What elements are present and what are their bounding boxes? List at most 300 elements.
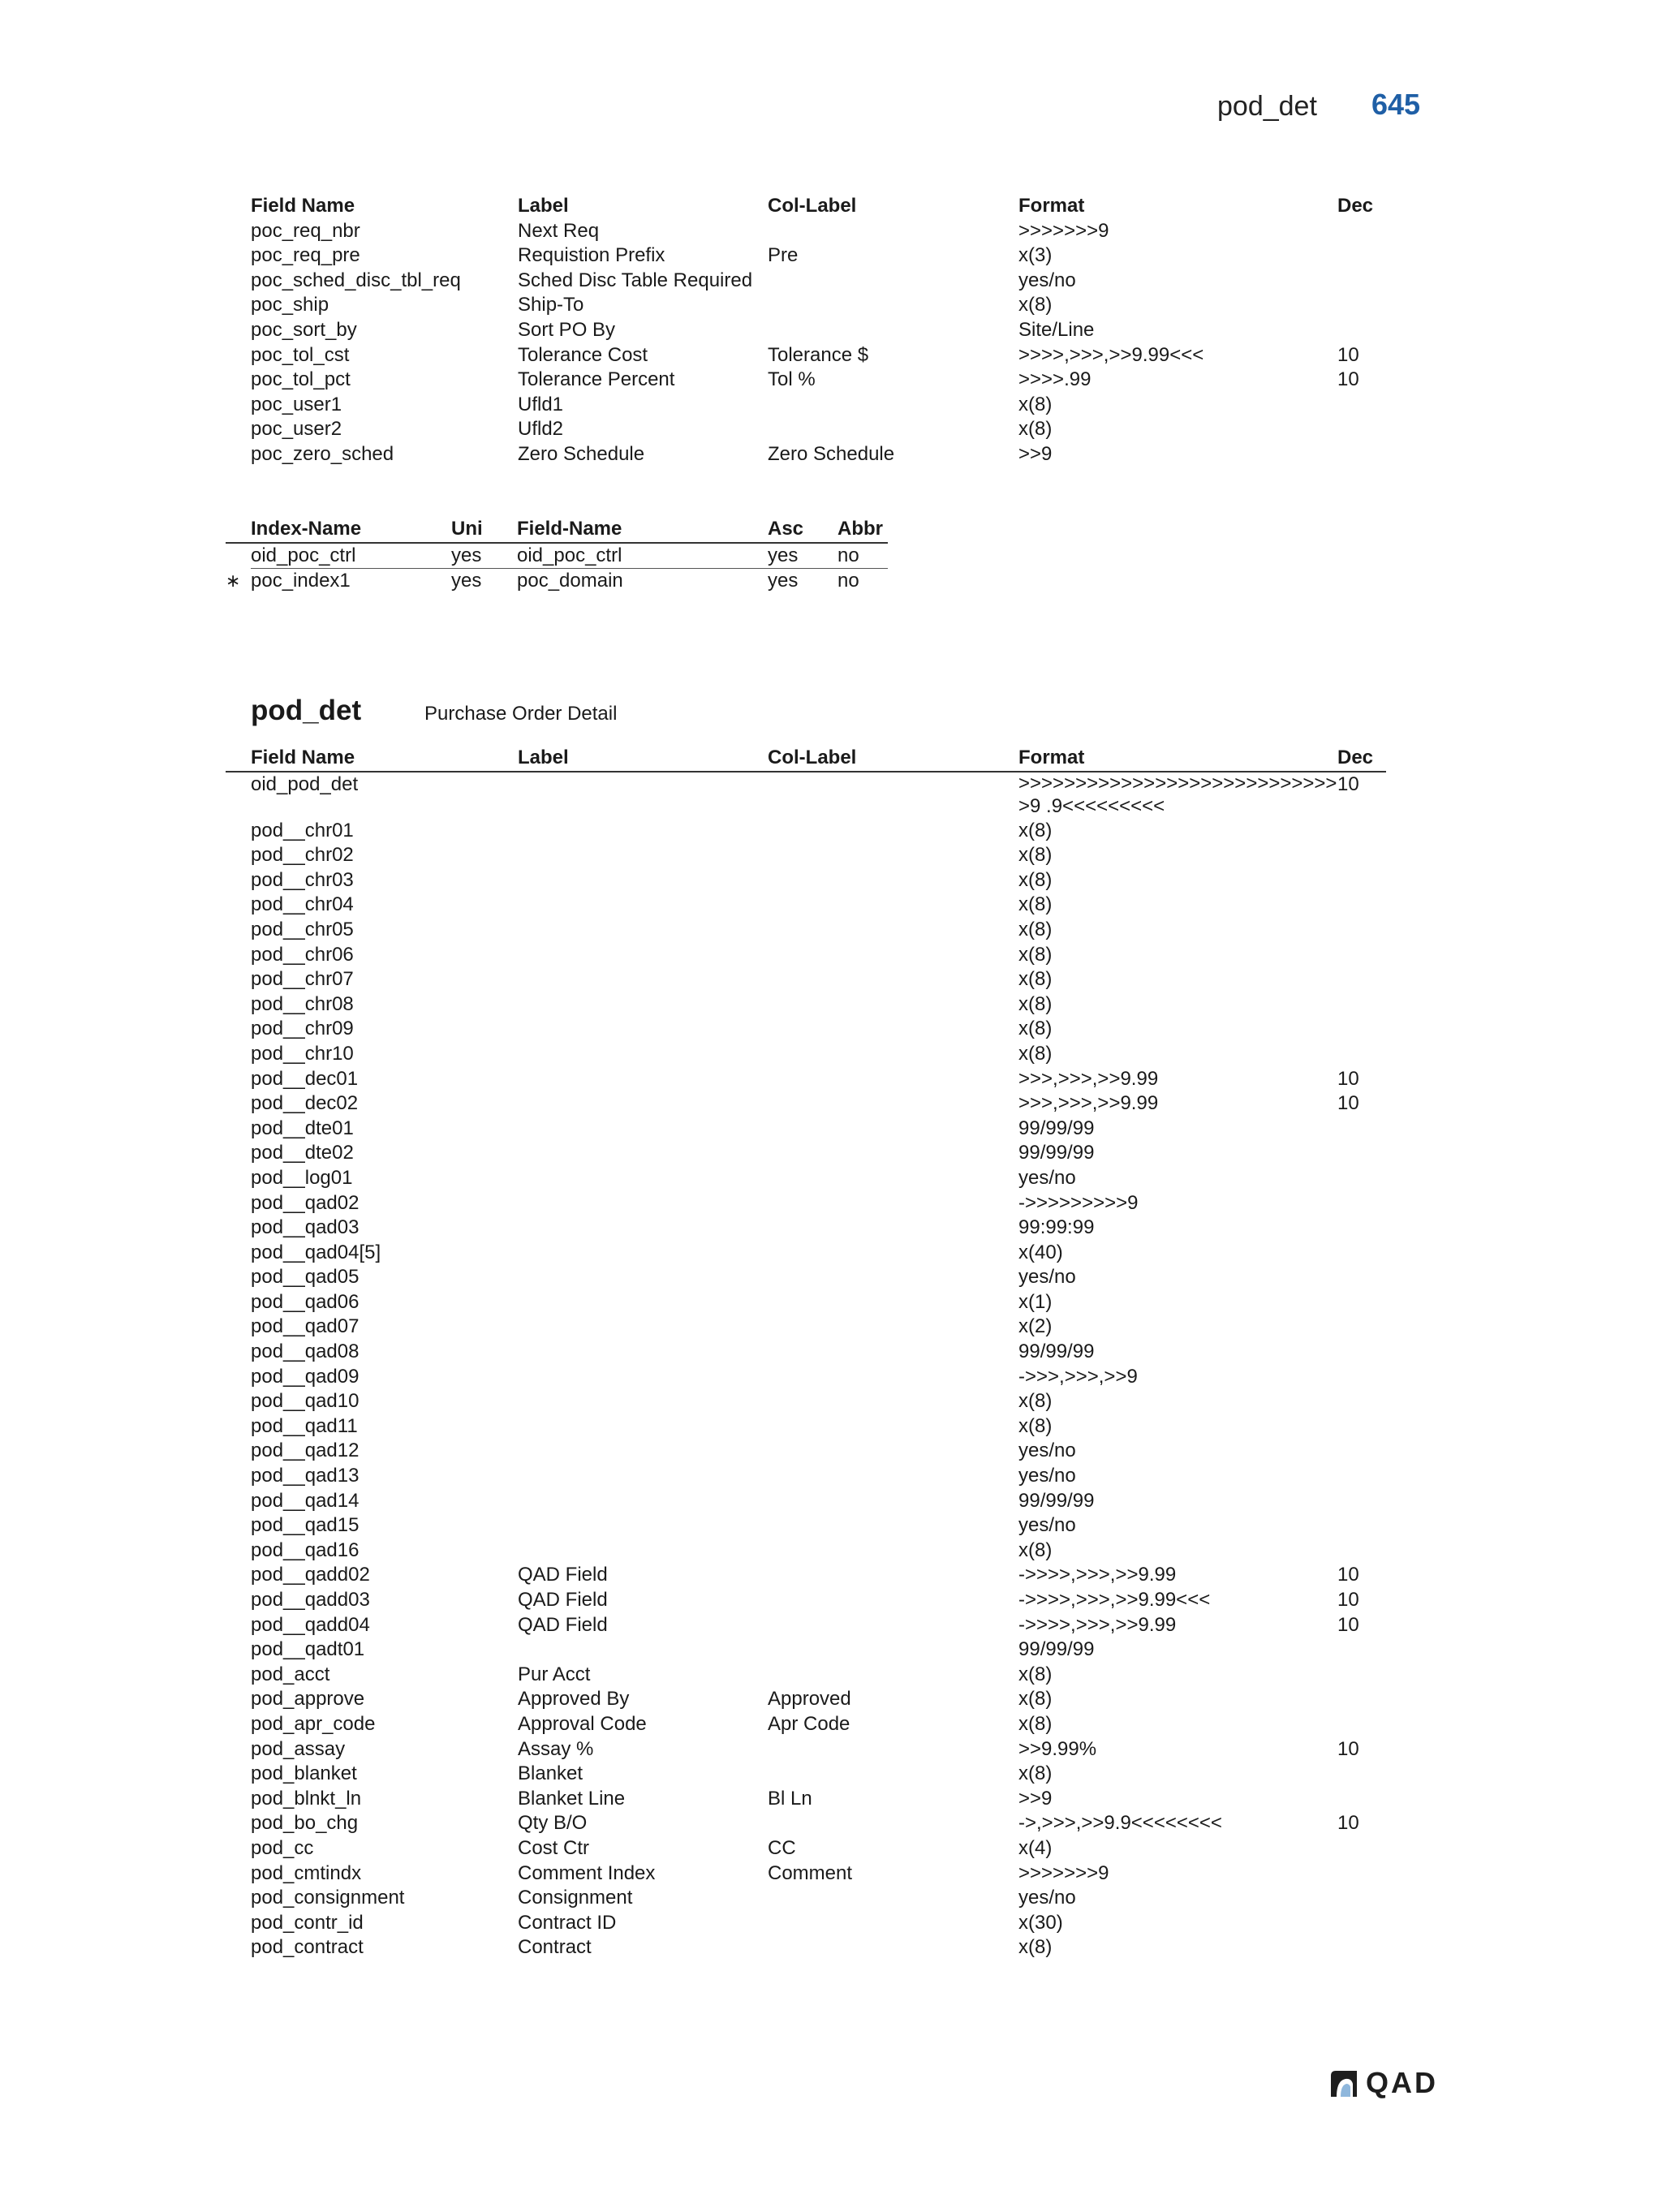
field-label <box>518 1017 768 1042</box>
field-name: pod_contract <box>251 1936 364 1959</box>
row-spacer <box>226 868 251 893</box>
field-col-label <box>768 893 1018 918</box>
field-name: poc_req_nbr <box>251 219 360 242</box>
field-label <box>518 1489 768 1514</box>
index-abbreviated: no <box>837 570 859 592</box>
primary-index-mark: ∗ <box>226 570 241 591</box>
field-format: x(8) <box>1018 393 1053 415</box>
field-label <box>518 1539 768 1564</box>
field-format: 99/99/99 <box>1018 1142 1095 1164</box>
table-row <box>226 1762 1386 1787</box>
qad-logo <box>1328 2068 1450 2100</box>
field-dec <box>1337 442 1386 467</box>
field-col-label <box>768 1811 1018 1836</box>
table-row <box>251 269 1386 294</box>
row-spacer <box>226 1166 251 1191</box>
field-dec <box>1337 1513 1386 1539</box>
row-spacer <box>226 1836 251 1861</box>
row-spacer <box>226 1464 251 1489</box>
index-row <box>226 543 888 569</box>
field-col-label <box>768 1414 1018 1440</box>
field-col-label <box>768 772 1018 819</box>
field-col-label: Tol % <box>768 368 816 391</box>
table-row <box>226 819 1386 844</box>
row-spacer <box>226 1414 251 1440</box>
field-col-label <box>768 1091 1018 1117</box>
table-row <box>226 1687 1386 1712</box>
index-header-field-name: Field-Name <box>517 517 768 543</box>
field-col-label <box>768 868 1018 893</box>
table-row <box>251 318 1386 343</box>
field-label <box>518 918 768 943</box>
field-col-label <box>768 1265 1018 1290</box>
row-spacer <box>226 1216 251 1241</box>
field-name: pod__chr07 <box>251 968 354 991</box>
field-dec: 10 <box>1337 1564 1359 1586</box>
table-row <box>226 1414 1386 1440</box>
row-spacer <box>226 918 251 943</box>
table-row <box>226 1489 1386 1514</box>
field-label: Pur Acct <box>518 1663 591 1685</box>
field-name: pod_blnkt_ln <box>251 1787 362 1810</box>
field-col-label <box>768 417 1018 442</box>
row-spacer <box>226 1091 251 1117</box>
field-label <box>518 1042 768 1067</box>
table-row <box>226 1389 1386 1414</box>
field-col-label <box>768 1762 1018 1787</box>
field-label: QAD Field <box>518 1564 608 1586</box>
section-description: Purchase Order Detail <box>424 703 618 725</box>
field-format: >>>,>>>,>>9.99 <box>1018 1067 1159 1090</box>
field-col-label: Approved <box>768 1688 851 1711</box>
field-format: x(8) <box>1018 893 1053 916</box>
row-spacer <box>226 1017 251 1042</box>
table-row <box>226 1513 1386 1539</box>
index-ascending: yes <box>768 570 799 592</box>
field-dec <box>1337 1414 1386 1440</box>
field-name: pod__dec02 <box>251 1092 359 1115</box>
field-format: 99/99/99 <box>1018 1341 1095 1363</box>
field-name: pod__log01 <box>251 1166 353 1189</box>
field-format: 99/99/99 <box>1018 1489 1095 1512</box>
field-col-label <box>768 1141 1018 1166</box>
field-name: pod__qad12 <box>251 1440 360 1462</box>
field-label: Approved By <box>518 1688 630 1711</box>
field-name: pod_approve <box>251 1688 365 1711</box>
page-header <box>1217 88 1428 128</box>
field-label <box>518 1414 768 1440</box>
row-spacer <box>226 772 251 819</box>
field-name: poc_user1 <box>251 393 342 415</box>
index-header-spacer <box>226 517 251 543</box>
field-col-label: Pre <box>768 244 799 267</box>
field-format: x(8) <box>1018 1042 1053 1065</box>
field-col-label <box>768 1613 1018 1638</box>
field-dec <box>1337 1365 1386 1390</box>
field-name: poc_sort_by <box>251 318 357 341</box>
field-dec <box>1337 1787 1386 1812</box>
field-dec <box>1337 1935 1386 1960</box>
index-field-name: poc_domain <box>517 570 623 592</box>
index-header-uni: Uni <box>451 517 517 543</box>
table-row <box>251 368 1386 393</box>
row-spacer <box>226 1539 251 1564</box>
row-spacer <box>226 1191 251 1216</box>
field-format: x(8) <box>1018 1390 1053 1413</box>
field-label <box>518 1340 768 1365</box>
field-format: x(40) <box>1018 1241 1063 1263</box>
table-row <box>226 1935 1386 1960</box>
index-header-row <box>226 517 888 543</box>
row-spacer <box>226 843 251 868</box>
index-name: poc_index1 <box>251 570 351 592</box>
field-col-label <box>768 1539 1018 1564</box>
table-row <box>226 1836 1386 1861</box>
field-col-label <box>768 1489 1018 1514</box>
field-name: poc_tol_cst <box>251 343 350 366</box>
field-format: x(8) <box>1018 992 1053 1015</box>
row-spacer <box>226 1811 251 1836</box>
col-header-field-name: Field Name <box>251 195 355 217</box>
field-format: x(3) <box>1018 244 1053 267</box>
row-spacer <box>226 1687 251 1712</box>
field-format: x(8) <box>1018 1762 1053 1785</box>
field-dec <box>1337 1340 1386 1365</box>
row-spacer <box>226 1365 251 1390</box>
row-spacer <box>226 1588 251 1613</box>
field-format: Site/Line <box>1018 318 1095 341</box>
field-name: pod__qad09 <box>251 1365 360 1388</box>
field-col-label <box>768 318 1018 343</box>
field-label: Sched Disc Table Required <box>518 269 753 291</box>
row-spacer <box>226 1737 251 1762</box>
field-name: pod__chr09 <box>251 1018 354 1040</box>
field-col-label <box>768 843 1018 868</box>
field-name: pod__chr01 <box>251 819 354 841</box>
field-label <box>518 1389 768 1414</box>
field-col-label <box>768 918 1018 943</box>
field-label <box>518 1117 768 1142</box>
row-spacer <box>226 1911 251 1936</box>
field-dec <box>1337 1712 1386 1737</box>
field-label: Blanket <box>518 1762 583 1785</box>
field-format: >>>>>>>9 <box>1018 219 1109 242</box>
field-label <box>518 868 768 893</box>
index-field-name: oid_poc_ctrl <box>517 543 768 569</box>
row-spacer <box>226 1637 251 1663</box>
table-row <box>226 1737 1386 1762</box>
field-format: >>>>>>>9 <box>1018 1861 1109 1884</box>
table-row <box>226 772 1386 819</box>
field-col-label <box>768 1911 1018 1936</box>
field-name: pod__dec01 <box>251 1067 359 1090</box>
field-label <box>518 1365 768 1390</box>
field-format: >>9 <box>1018 1787 1053 1810</box>
field-dec <box>1337 269 1386 294</box>
col-header-spacer <box>226 746 251 772</box>
field-col-label <box>768 1166 1018 1191</box>
table-row <box>226 1340 1386 1365</box>
field-col-label <box>768 1663 1018 1688</box>
table-row <box>226 1637 1386 1663</box>
table-row <box>226 992 1386 1018</box>
section-title: pod_det <box>251 695 362 726</box>
field-name: poc_ship <box>251 294 329 316</box>
field-label <box>518 1191 768 1216</box>
field-format: >>9 <box>1018 442 1053 465</box>
field-label: Cost Ctr <box>518 1836 590 1859</box>
table-row <box>226 1216 1386 1241</box>
field-label <box>518 967 768 992</box>
row-spacer <box>226 1712 251 1737</box>
field-format: x(8) <box>1018 844 1053 867</box>
row-spacer <box>226 1389 251 1414</box>
row-spacer <box>226 1241 251 1266</box>
index-name: oid_poc_ctrl <box>251 543 451 569</box>
pod-fields-table <box>226 746 1386 1960</box>
field-name: pod_cc <box>251 1836 314 1859</box>
col-header-label: Label <box>518 195 569 217</box>
field-col-label <box>768 967 1018 992</box>
table-row <box>226 967 1386 992</box>
field-dec <box>1337 219 1386 244</box>
field-label: Assay % <box>518 1737 594 1760</box>
field-format: x(8) <box>1018 1663 1053 1685</box>
field-format: x(8) <box>1018 294 1053 316</box>
field-dec <box>1337 1042 1386 1067</box>
field-dec <box>1337 1141 1386 1166</box>
field-name: pod__qad10 <box>251 1390 360 1413</box>
field-label <box>518 843 768 868</box>
field-col-label <box>768 1637 1018 1663</box>
field-col-label <box>768 1117 1018 1142</box>
field-col-label <box>768 1340 1018 1365</box>
row-spacer <box>226 1886 251 1911</box>
field-col-label <box>768 219 1018 244</box>
field-dec: 10 <box>1337 1589 1359 1611</box>
field-name: pod__qadd04 <box>251 1613 370 1636</box>
field-dec <box>1337 1489 1386 1514</box>
field-format: yes/no <box>1018 269 1076 291</box>
field-name: poc_zero_sched <box>251 442 394 465</box>
field-dec <box>1337 893 1386 918</box>
field-dec <box>1337 393 1386 418</box>
field-dec <box>1337 1861 1386 1887</box>
field-name: pod_bo_chg <box>251 1812 359 1835</box>
field-col-label: Apr Code <box>768 1712 850 1735</box>
row-spacer <box>226 1042 251 1067</box>
field-name: pod__chr05 <box>251 918 354 940</box>
field-format: ->>>>>>>>>9 <box>1018 1191 1139 1214</box>
col-header-col-label: Col-Label <box>768 195 857 217</box>
field-format: yes/no <box>1018 1465 1076 1487</box>
field-label: Contract <box>518 1936 592 1959</box>
field-label: QAD Field <box>518 1613 608 1636</box>
field-dec <box>1337 243 1386 269</box>
row-spacer <box>226 1290 251 1315</box>
field-format: ->,>>>,>>9.9<<<<<<<< <box>1018 1812 1222 1835</box>
field-format: >>>>>>>>>>>>>>>>>>>>>>>>>>>>>9 .9<<<<<<<<< <box>1018 772 1337 817</box>
field-name: pod__qadd03 <box>251 1589 370 1611</box>
field-col-label <box>768 1513 1018 1539</box>
table-row <box>226 1141 1386 1166</box>
field-name: pod__qadd02 <box>251 1564 370 1586</box>
field-dec <box>1337 992 1386 1018</box>
field-format: x(8) <box>1018 418 1053 441</box>
field-dec <box>1337 1637 1386 1663</box>
row-spacer <box>226 967 251 992</box>
field-format: ->>>>,>>>,>>9.99<<< <box>1018 1589 1211 1611</box>
field-label: Ship-To <box>518 294 584 316</box>
table-row <box>226 1588 1386 1613</box>
field-dec <box>1337 1241 1386 1266</box>
field-format: x(30) <box>1018 1911 1063 1934</box>
field-label: Comment Index <box>518 1861 656 1884</box>
field-dec <box>1337 1762 1386 1787</box>
field-format: yes/no <box>1018 1514 1076 1537</box>
field-label: Consignment <box>518 1887 633 1909</box>
row-spacer <box>226 943 251 968</box>
field-name: oid_pod_det <box>251 772 359 795</box>
field-format: >>>>.99 <box>1018 368 1091 391</box>
field-dec <box>1337 943 1386 968</box>
table-row <box>226 1886 1386 1911</box>
field-label <box>518 893 768 918</box>
table-row <box>226 1787 1386 1812</box>
qad-logo-text: QAD <box>1366 2066 1438 2099</box>
field-label: Zero Schedule <box>518 442 645 465</box>
field-format: >>9.99% <box>1018 1737 1097 1760</box>
field-format: x(8) <box>1018 1018 1053 1040</box>
field-format: yes/no <box>1018 1440 1076 1462</box>
field-name: pod_acct <box>251 1663 330 1685</box>
field-label <box>518 992 768 1018</box>
field-name: pod__chr03 <box>251 868 354 891</box>
field-col-label <box>768 992 1018 1018</box>
field-dec <box>1337 1117 1386 1142</box>
table-row <box>251 243 1386 269</box>
field-col-label <box>768 1935 1018 1960</box>
table-row <box>251 417 1386 442</box>
field-col-label <box>768 1241 1018 1266</box>
field-col-label <box>768 1290 1018 1315</box>
row-spacer <box>226 1513 251 1539</box>
field-label <box>518 1166 768 1191</box>
field-col-label <box>768 819 1018 844</box>
field-format: 99/99/99 <box>1018 1638 1095 1661</box>
field-label <box>518 1464 768 1489</box>
field-dec <box>1337 1687 1386 1712</box>
table-row <box>226 1663 1386 1688</box>
table-row <box>226 1911 1386 1936</box>
field-format: x(8) <box>1018 918 1053 940</box>
field-dec <box>1337 1663 1386 1688</box>
field-dec: 10 <box>1337 1067 1359 1090</box>
field-format: ->>>>,>>>,>>9.99 <box>1018 1564 1177 1586</box>
field-name: pod__qad13 <box>251 1465 360 1487</box>
field-name: pod__qad11 <box>251 1414 358 1437</box>
field-format: x(8) <box>1018 943 1053 966</box>
field-label <box>518 1265 768 1290</box>
field-format: yes/no <box>1018 1266 1076 1289</box>
field-name: pod_cmtindx <box>251 1861 362 1884</box>
field-dec: 10 <box>1337 1812 1359 1835</box>
field-label <box>518 1439 768 1464</box>
field-col-label <box>768 1464 1018 1489</box>
field-dec <box>1337 843 1386 868</box>
field-label: Sort PO By <box>518 318 616 341</box>
field-name: pod__qad08 <box>251 1341 360 1363</box>
table-row <box>226 1464 1386 1489</box>
field-format: yes/no <box>1018 1166 1076 1189</box>
col-header-col-label: Col-Label <box>768 746 1018 772</box>
field-format: >>>,>>>,>>9.99 <box>1018 1092 1159 1115</box>
field-label: QAD Field <box>518 1589 608 1611</box>
field-label: Qty B/O <box>518 1812 588 1835</box>
field-label <box>518 1637 768 1663</box>
field-label: Ufld1 <box>518 393 564 415</box>
field-format: yes/no <box>1018 1887 1076 1909</box>
table-row <box>226 1241 1386 1266</box>
field-format: ->>>,>>>,>>9 <box>1018 1365 1138 1388</box>
field-name: pod__qad04[5] <box>251 1241 381 1263</box>
field-dec <box>1337 1017 1386 1042</box>
field-label: Blanket Line <box>518 1787 626 1810</box>
row-spacer <box>226 1340 251 1365</box>
table-row <box>226 1191 1386 1216</box>
field-col-label <box>768 943 1018 968</box>
field-name: pod_blanket <box>251 1762 357 1785</box>
field-dec <box>1337 1191 1386 1216</box>
field-col-label: Tolerance $ <box>768 343 869 366</box>
field-label: Next Req <box>518 219 600 242</box>
field-col-label: Zero Schedule <box>768 442 895 465</box>
row-spacer <box>226 1787 251 1812</box>
field-col-label <box>768 1365 1018 1390</box>
field-format: x(8) <box>1018 868 1053 891</box>
field-col-label: Comment <box>768 1861 853 1884</box>
field-dec <box>1337 1216 1386 1241</box>
field-name: pod_contr_id <box>251 1911 364 1934</box>
table-row <box>226 1265 1386 1290</box>
field-col-label <box>768 293 1018 318</box>
field-name: pod__dte01 <box>251 1117 354 1139</box>
field-name: pod_assay <box>251 1737 346 1760</box>
table-row <box>251 442 1386 467</box>
table-row <box>226 1539 1386 1564</box>
index-header-index-name: Index-Name <box>251 517 451 543</box>
field-name: poc_user2 <box>251 418 342 441</box>
row-spacer <box>226 1563 251 1588</box>
col-header-label: Label <box>518 746 768 772</box>
col-header-format: Format <box>1018 195 1085 217</box>
field-label <box>518 1141 768 1166</box>
field-col-label: Bl Ln <box>768 1787 812 1810</box>
field-col-label <box>768 1886 1018 1911</box>
table-row <box>226 843 1386 868</box>
field-col-label <box>768 1315 1018 1340</box>
table-row <box>251 293 1386 318</box>
table-row <box>226 1712 1386 1737</box>
field-name: pod__chr06 <box>251 943 354 966</box>
field-label <box>518 1241 768 1266</box>
row-spacer <box>226 1489 251 1514</box>
table-row <box>251 393 1386 418</box>
row-spacer <box>226 1067 251 1092</box>
field-format: >>>>,>>>,>>9.99<<< <box>1018 343 1204 366</box>
index-header-asc: Asc <box>768 517 837 543</box>
field-dec <box>1337 1886 1386 1911</box>
